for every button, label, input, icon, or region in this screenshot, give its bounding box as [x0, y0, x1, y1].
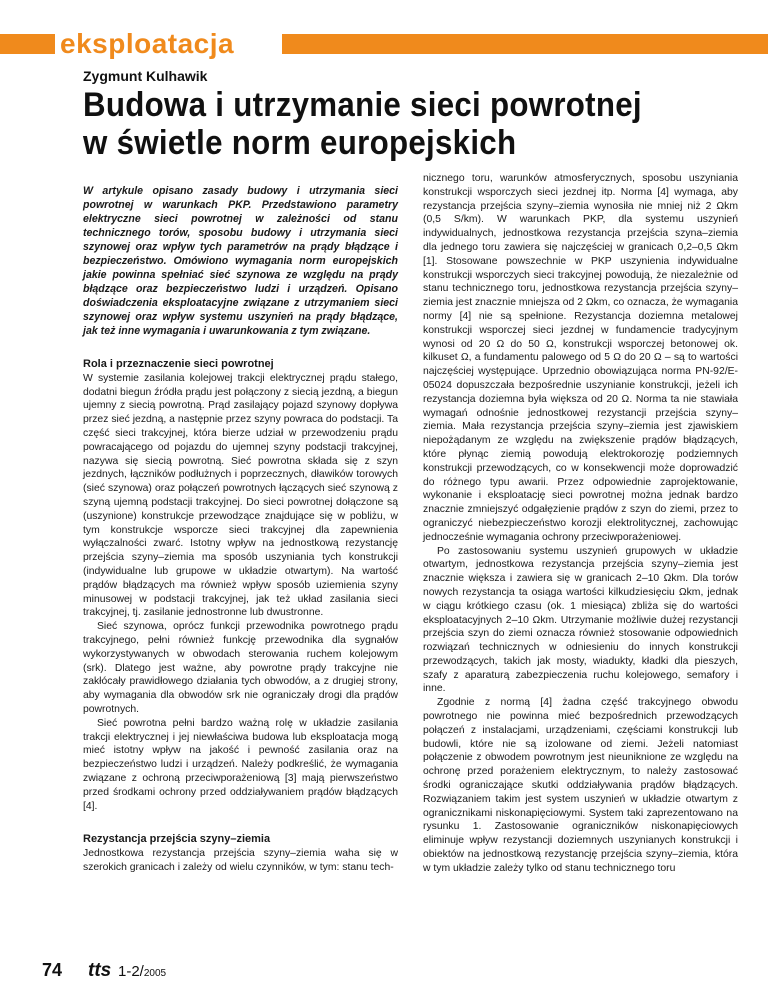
- section-heading-role: Rola i przeznaczenie sieci powrotnej: [83, 358, 274, 370]
- body-paragraph: Jednostkowa rezystancja przejścia szyny–ziemia waha się w szerokich granicach i zależy od wielu czynników, w tym: stanu tech-: [83, 848, 398, 873]
- issue-number: [118, 963, 166, 980]
- body-paragraph: Zgodnie z normą [4] żadna część trakcyjnego obwodu powrotnego nie powinna mieć bezpośrednich przewodzących połączeń z instalacjami, urządzeniami, częściami konstrukcji lub budowli, które nie są izolowane od ziemi. Jeżeli natomiast połączenie z obwodem powrotnym jest nieuniknione ze względu na ochronę przed porażeniem elektrycznym, to należy zastosować środki ograniczające skutki oddziaływania prądów błądzących. Rozwiązaniem takim jest system uszynień w układzie otwartym z ogranicznikami niskonapięciowymi. System taki zaprezentowano na rysunku 1. Zastosowanie ograniczników niskonapięciowych eliminuje wpływ rezystancji doziemnych uszynianych konstrukcji i obiektów na jednostkową rezystancję przejścia szyny–ziemia, która w tym układzie zależy tylko od stanu technicznego toru: [423, 697, 738, 874]
- article-title: [83, 86, 672, 162]
- title-line-2: w świetle norm europejskich: [83, 124, 517, 162]
- section-header-bar: [0, 28, 768, 59]
- lead-paragraph: W artykule opisano zasady budowy i utrzymania sieci powrotnej w warunkach PKP. Przedstawiono parametry elektryczne sieci powrotnej w zależności od stanu technicznego torów, sposobu budowy i utrzymania sieci szynowej oraz wpływ tych parametrów na prądy błądzące i bezpieczeństwo. Omówiono wymagania norm europejskich jakie powinna spełniać sieć szynowa ze względu na prądy błądzące oraz bezpieczeństwo ludzi i urządzeń. Opisano doświadczenia eksploatacyjne związane z utrzymaniem sieci szynowej oraz wpływ systemu uszynień na prądy błądzące, jak też inne wymagania i uwarunkowania z tym związane.: [83, 185, 398, 337]
- header-accent-left: [0, 34, 55, 54]
- body-paragraph: Sieć szynowa, oprócz funkcji przewodnika powrotnego prądu trakcyjnego, pełni również funkcję przewodnika dla sygnałów wykorzystywanych w obwodach sterowania ruchem kolejowym (srk). Dlatego jest ważne, aby powrotne prądy trakcyjne nie zakłócały prawidłowego działania tych obwodów, a z drugiej strony, aby wymagania dla obwodów srk nie ograniczały drogi dla prądów powrotnych.: [83, 621, 398, 715]
- article-author: Zygmunt Kulhawik: [83, 68, 208, 84]
- left-column: [83, 170, 398, 875]
- header-accent-right: [282, 34, 768, 54]
- section-label: eksploatacja: [60, 28, 235, 59]
- issue-year: 2005: [143, 968, 167, 979]
- magazine-logo: tts: [88, 960, 112, 981]
- title-line-1: Budowa i utrzymanie sieci powrotnej: [83, 86, 642, 124]
- section-heading-resistance: Rezystancja przejścia szyny–ziemia: [83, 833, 271, 846]
- body-paragraph: Po zastosowaniu systemu uszynień grupowych w układzie otwartym, jednostkowa rezystancja przejścia szyny–ziemia jest znacznie większa i zawiera się w granicach 2–10 Ωkm. Dla torów nowych rezystancja ta osiąga wartości kilkudziesięciu Ωkm, jednak w ciągu krótkiego czasu (ok. 1 miesiąca) zbliża się do wartości eksploatacyjnych 2–10 Ωkm. Utrzymanie możliwie dużej rezystancji przejścia szyn do ziemi oznacza również stosowanie odpowiednich rozwiązań technicznych w odniesieniu do innych konstrukcji przewodzących, takich jak mosty, wiadukty, kładki dla pieszych, szafy z aparaturą zabezpieczenia ruchu kolejowego, semafory i inne.: [423, 545, 738, 695]
- body-paragraph: Sieć powrotna pełni bardzo ważną rolę w układzie zasilania trakcji elektrycznej i jej niewłaściwa budowa lub eksploatacja mogą mieć istotny wpływ na jakość i pewność zasilania oraz na bezpieczeństwo ludzi i urządzeń. Należy podkreślić, że wymagania związane z ochroną przeciwporażeniową [3] mają pierwszeństwo przed środkami ochrony przed oddziaływaniem prądów błądzących [4].: [83, 717, 398, 812]
- body-paragraph: W systemie zasilania kolejowej trakcji elektrycznej prądu stałego, dodatni biegun źródła prądu jest połączony z siecią jezdną, a biegun ujemny z siecią powrotną. Prąd zasilający pojazd szynowy dopływa przez sieć jezdną, a następnie przez szyny powraca do podstacji. Ta część sieci trakcyjnej, która bierze udział w przewodzeniu prądu powracającego od pojazdu do ujemnej szyny podstacji trakcyjnej, nazywa się siecią powrotną. Sieć powrotna składa się z szyn jezdnych, łączników podłużnych i poprzecznych, dławików torowych (sieć szynowa) oraz połączeń powrotnych łączących sieć szynową z szyną ujemną podstacji trakcyjnej. Do sieci powrotnej dołączone są (uszynione) konstrukcje przewodzące znajdujące się w pobliżu, w tym konstrukcje wsporcze sieci trakcyjnej dla zapewnienia wyłączalności zwarć. Istotny wpływ na jednostkową rezystancję przejścia szyny–ziemia ma sposób uszyniania tych konstrukcji (indywidualne lub grupowe w układzie otwartym). Na wartość prądów błądzących ma również wpływ sposób uziemienia szyny minusowej w podstacji trakcyjnej, jak też układ zasilania sieci trakcyjnej, tj. zasilanie jednostronne lub dwustronne.: [83, 372, 398, 619]
- page-number: 74: [42, 960, 63, 980]
- right-column: [423, 172, 738, 876]
- body-paragraph: nicznego toru, warunków atmosferycznych, sposobu uszyniania konstrukcji wsporczych sieci jezdnej itp. Norma [4] wymaga, aby rezystancja przejścia szyny–ziemia wynosiła nie mniej niż 2 Ωkm (0,5 S/km). W warunkach PKP, dla systemu uszynień indywidualnych, jednostkowa rezystancja przejścia szyna–ziemia dla jednego toru zawiera się najczęściej w granicach 0,2–0,5 Ωkm [1]. Stosowane powszechnie w PKP uszynienia indywidualne konstrukcji wsporczych sieci trakcyjnej powodują, że niezależnie od stanu technicznego toru, jednostkowa rezystancja przejścia szyny–ziemia jest znacznie mniejsza od 2 Ωkm, co oznacza, że wymagania normy [4] nie są spełnione. Rezystancja doziemna metalowej konstrukcji wsporczej sieci jezdnej w fundamencie tradycyjnym wynosi od 20 Ω do 50 Ω, konstrukcji wsporczej betonowej ok. kilkuset Ω, a fundamentu palowego od 5 Ω do 20 Ω – są to wartości najczęściej występujące. Uprzednio obowiązująca norma PN-92/E-05024 dopuszczała bezpośrednie uszynianie konstrukcji, jeżeli ich rezystancja doziemna była większa od 20 Ω. Norma ta nie stawiała wymagań odnośnie jednostkowej rezystancji przejścia szyny–ziemia. Mała rezystancja przejścia szyny–ziemia jest zjawiskiem niepożądanym ze względu na zwiększenie prądów błądzących, które płynąc ziemią powodują elektrokorozję podziemnych konstrukcji przewodzących, co w konsekwencji może doprowadzić do różnego typu awarii. Przez odpowiednie zaprojektowanie, wykonanie i eksploatację sieci powrotnej można jednak bardzo znacznie zmniejszyć odgałęzienie prądów z szyn do ziemi, przez to ograniczyć niebezpieczeństwo korozji elektrolitycznej, zachowując jednocześnie wymagania ochrony przeciwporażeniowej.: [423, 173, 739, 543]
- issue-label: 1-2/: [118, 963, 144, 980]
